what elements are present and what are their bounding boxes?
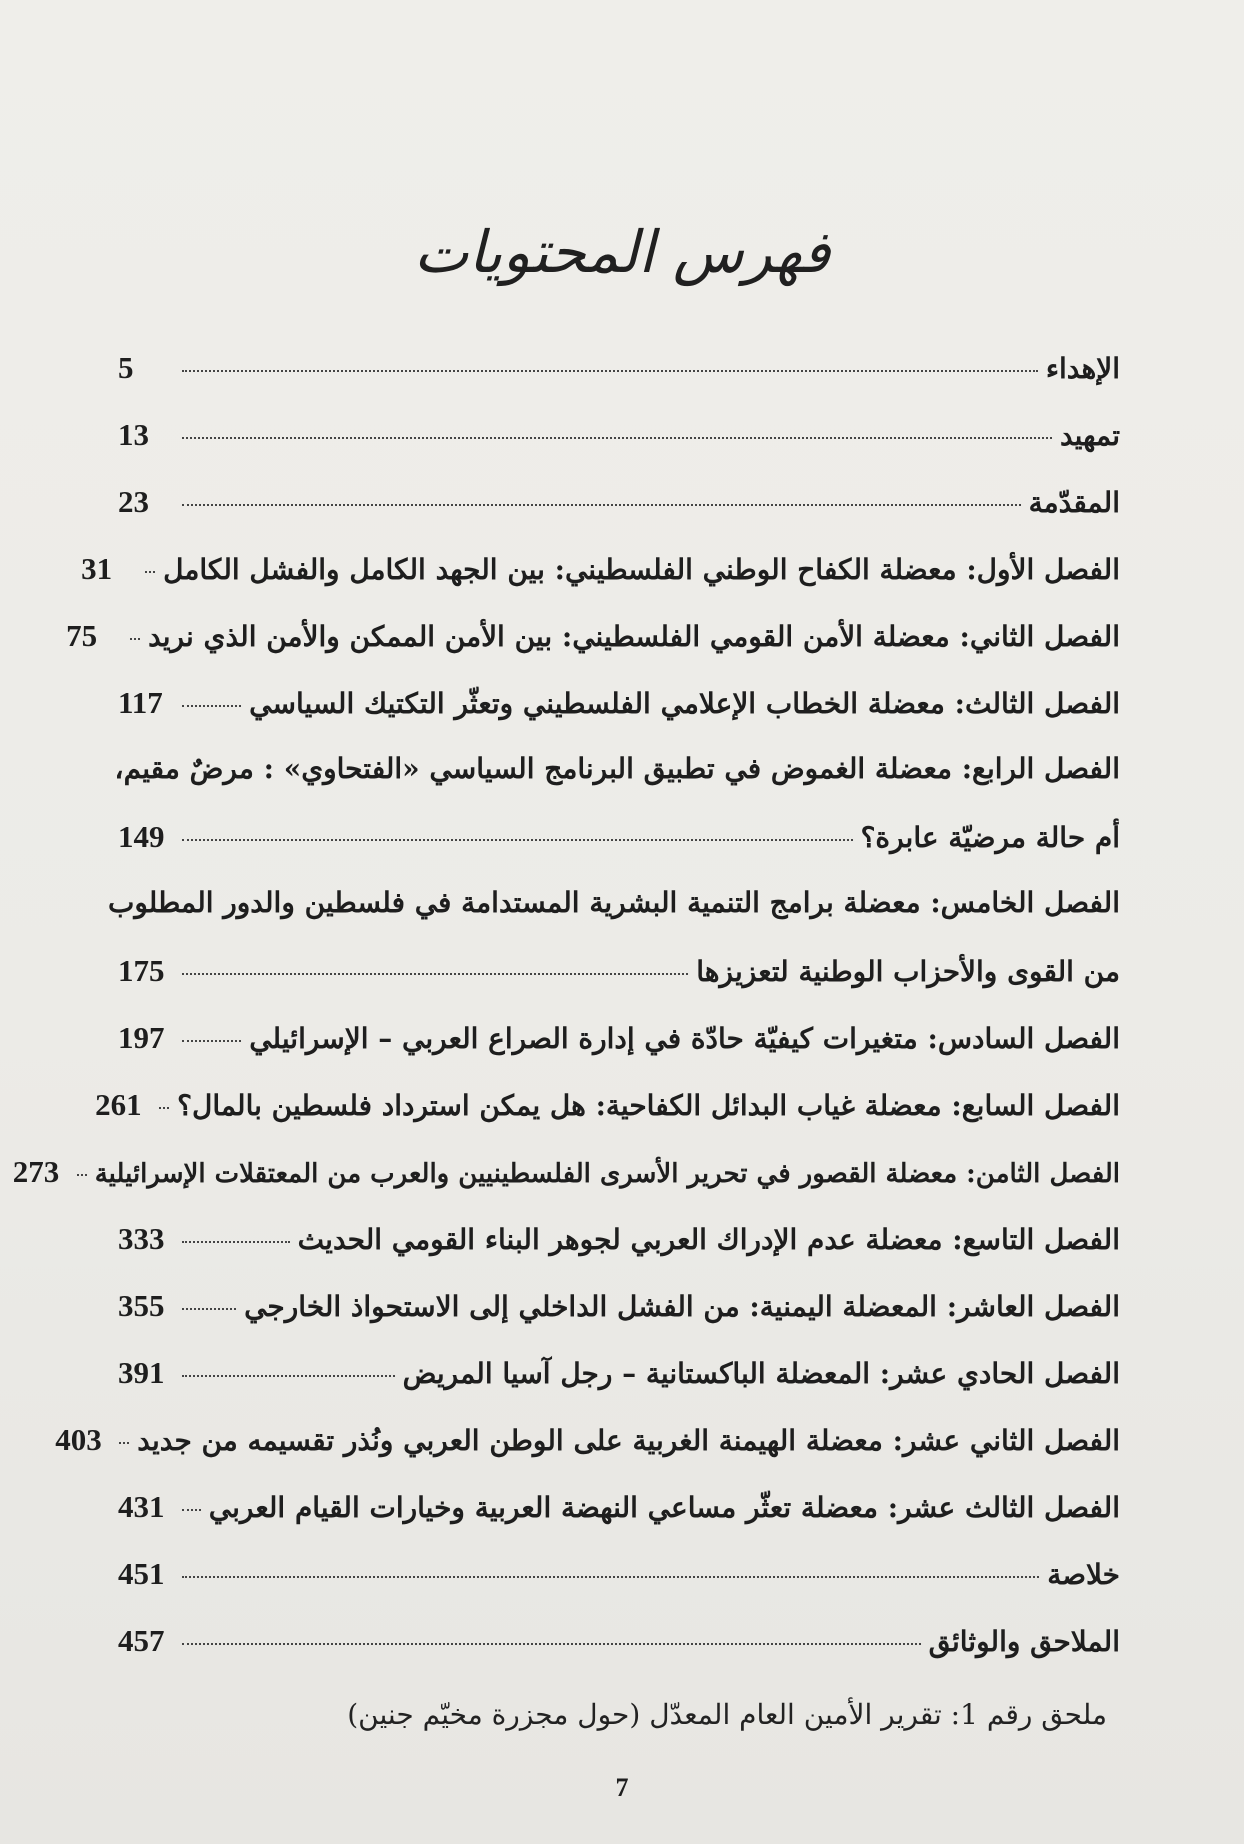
toc-entry [118,1623,1120,1690]
toc-entry [107,886,1120,953]
toc-entry-label: الملاحق والوثائق [928,1625,1120,1658]
toc-entry-page: 355 [118,1288,165,1323]
dot-leader [77,1174,87,1176]
toc-entry-page: 117 [118,685,163,720]
toc-entry-label: الفصل الأول: معضلة الكفاح الوطني الفلسطيني: بين الجهد الكامل والفشل الكامل [163,553,1120,586]
toc-entry-label: الفصل الحادي عشر: المعضلة الباكستانية – رجل آسيا المريض [402,1357,1120,1390]
dot-leader [182,437,1052,439]
toc-entry [118,1020,1120,1087]
toc-entry-page: 31 [81,551,113,586]
toc-entry [66,618,1120,685]
page-title: فهرس المحتويات [413,218,831,286]
toc-entry-label: الفصل العاشر: المعضلة اليمنية: من الفشل الداخلي إلى الاستحواذ الخارجي [244,1290,1120,1323]
dot-leader [182,1643,921,1645]
dot-leader [182,973,688,975]
toc-entry-page: 13 [118,417,149,452]
toc-entry [118,417,1120,484]
dot-leader [145,571,155,573]
toc-entry [55,1422,1120,1489]
toc-entry-label: تمهيد [1059,419,1120,452]
toc-entry [114,752,1120,819]
toc-entry-page: 431 [118,1489,165,1524]
toc-entry-page: 403 [55,1422,102,1457]
dot-leader [182,1375,395,1377]
dot-leader [182,1040,241,1042]
toc-entry-label: الفصل التاسع: معضلة عدم الإدراك العربي لجوهر البناء القومي الحديث [297,1223,1120,1256]
dot-leader [182,1509,201,1511]
toc-entry-page: 75 [66,618,98,653]
toc-entry-page: 175 [118,953,165,988]
dot-leader [182,1241,290,1243]
toc-entry [118,1221,1120,1288]
toc-entry [118,1556,1120,1623]
toc-entry [118,1355,1120,1422]
toc-entry-page: 273 [12,1154,60,1189]
toc-entry-page: 457 [118,1623,165,1658]
toc-entry [118,953,1120,1020]
toc-entry-page: 23 [118,484,149,519]
table-of-contents [12,350,1120,1690]
toc-entry-label: الإهداء [1045,352,1120,385]
dot-leader [182,504,1021,506]
toc-entry-label: الفصل الثالث عشر: معضلة تعثّر مساعي النهضة العربية وخيارات القيام العربي [208,1491,1120,1524]
toc-entry-page: 5 [118,350,134,385]
toc-entry-page: 333 [118,1221,165,1256]
toc-entry-page: 149 [118,819,165,854]
toc-entry-label: الفصل السابع: معضلة غياب البدائل الكفاحية: هل يمكن استرداد فلسطين بالمال؟ [177,1089,1120,1122]
toc-entry [118,1489,1120,1556]
toc-entry-page: 391 [118,1355,165,1390]
toc-entry-label: الفصل الخامس: معضلة برامج التنمية البشرية المستدامة في فلسطين والدور المطلوب [107,886,1120,919]
dot-leader [182,1308,236,1310]
dot-leader [159,1107,169,1109]
toc-entry-label: الفصل السادس: متغيرات كيفيّة حادّة في إدارة الصراع العربي – الإسرائيلي [249,1022,1120,1055]
toc-entry-label: المقدّمة [1028,486,1120,519]
page-number: 7 [615,1773,629,1802]
dot-leader [130,638,140,640]
toc-entry-label: من القوى والأحزاب الوطنية لتعزيزها [696,955,1120,988]
toc-entry [118,1288,1120,1355]
toc-entry [118,685,1120,752]
toc-entry [118,484,1120,551]
toc-entry-label: الفصل الرابع: معضلة الغموض في تطبيق البرنامج السياسي «الفتحاوي» : مرضٌ مقيم، [114,752,1120,785]
dot-leader [182,705,241,707]
toc-entry-page: 451 [118,1556,165,1591]
dot-leader [119,1442,129,1444]
dot-leader [182,1576,1039,1578]
toc-entry [118,350,1120,417]
toc-entry [95,1087,1120,1154]
toc-entry-label: خلاصة [1047,1558,1120,1591]
toc-entry-page: 261 [95,1087,142,1122]
toc-entry-label: الفصل الثاني عشر: معضلة الهيمنة الغربية على الوطن العربي ونُذر تقسيمه من جديد [137,1424,1120,1457]
dot-leader [182,839,853,841]
toc-entry-label: الفصل الثامن: معضلة القصور في تحرير الأسرى الفلسطينيين والعرب من المعتقلات الإسرائيلية [94,1159,1120,1189]
appendix-line: ملحق رقم 1: تقرير الأمين العام المعدّل (حول مجزرة مخيّم جنين) [347,1698,1107,1731]
toc-entry-label: الفصل الثالث: معضلة الخطاب الإعلامي الفلسطيني وتعثّر التكتيك السياسي [249,687,1120,720]
dot-leader [182,370,1038,372]
toc-entry-label: أم حالة مرضيّة عابرة؟ [860,821,1120,854]
toc-entry-label: الفصل الثاني: معضلة الأمن القومي الفلسطيني: بين الأمن الممكن والأمن الذي نريد [148,620,1120,653]
toc-entry [12,1154,1120,1221]
toc-entry [118,819,1120,886]
toc-entry [81,551,1120,618]
toc-entry-page: 197 [118,1020,165,1055]
